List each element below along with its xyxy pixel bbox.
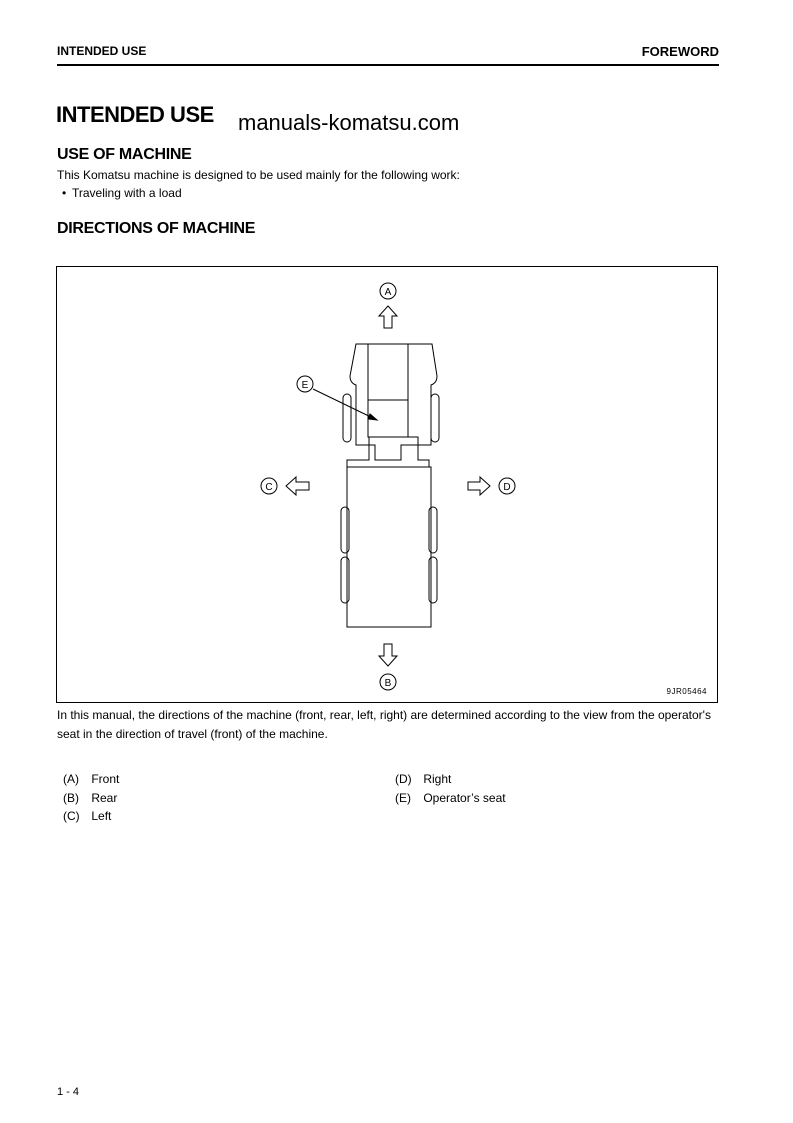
legend-key: (B) bbox=[63, 790, 79, 805]
header-rule bbox=[57, 64, 719, 66]
section-heading-use: USE OF MACHINE bbox=[57, 146, 192, 163]
label-a-text: A bbox=[384, 287, 392, 298]
legend-label: Right bbox=[423, 772, 452, 786]
directions-figure bbox=[56, 266, 718, 703]
bullet-item-text: Traveling with a load bbox=[72, 186, 182, 200]
legend-key: (D) bbox=[395, 772, 412, 786]
label-b-text: B bbox=[384, 678, 392, 689]
front-left-wheel bbox=[343, 394, 351, 442]
machine-top-view-diagram bbox=[57, 267, 719, 704]
page-number: 1 - 4 bbox=[57, 1086, 80, 1098]
running-header-chapter: FOREWORD bbox=[641, 44, 719, 59]
legend-label: Rear bbox=[91, 790, 118, 805]
legend-item bbox=[395, 789, 506, 808]
label-d-text: D bbox=[503, 482, 511, 493]
legend-item bbox=[395, 770, 506, 789]
leader-arrowhead-icon bbox=[368, 414, 377, 420]
arrow-left-icon bbox=[286, 477, 309, 495]
rear-right-wheel-1 bbox=[429, 507, 437, 553]
rear-left-wheel-2 bbox=[341, 557, 349, 603]
arrow-right-icon bbox=[468, 477, 490, 495]
legend-right-column bbox=[395, 770, 506, 807]
rear-right-wheel-2 bbox=[429, 557, 437, 603]
legend-label: Left bbox=[91, 809, 112, 823]
legend-left-column bbox=[63, 770, 119, 826]
directions-paragraph: In this manual, the directions of the machine (front, rear, left, right) are determined according to the view from the operator's seat in the direction of travel (front) of the machine. bbox=[57, 708, 711, 741]
legend-label: Operator’s seat bbox=[423, 790, 506, 805]
use-intro-text: This Komatsu machine is designed to be used mainly for the following work: bbox=[57, 168, 460, 182]
legend-label: Front bbox=[91, 772, 120, 786]
articulation-joint bbox=[347, 445, 429, 467]
legend-item bbox=[63, 789, 119, 808]
label-c-text: C bbox=[265, 482, 273, 493]
running-header-section: INTENDED USE bbox=[57, 44, 147, 58]
rear-body bbox=[347, 467, 431, 627]
rear-left-wheel-1 bbox=[341, 507, 349, 553]
legend-item bbox=[63, 770, 119, 789]
bullet-dot-icon: • bbox=[62, 186, 67, 200]
arrow-rear-icon bbox=[379, 644, 397, 666]
legend-key: (C) bbox=[63, 809, 80, 823]
front-frame bbox=[350, 344, 437, 445]
front-right-wheel bbox=[431, 394, 439, 442]
section-heading-directions: DIRECTIONS OF MACHINE bbox=[57, 220, 256, 237]
watermark-text: manuals-komatsu.com bbox=[238, 110, 460, 135]
page-title: INTENDED USE bbox=[56, 102, 214, 127]
label-e-text: E bbox=[301, 380, 309, 391]
leader-line-e bbox=[313, 389, 377, 420]
legend-key: (A) bbox=[63, 772, 79, 786]
arrow-front-icon bbox=[379, 306, 397, 328]
legend-key: (E) bbox=[395, 790, 411, 805]
figure-id: 9JR05464 bbox=[666, 687, 707, 696]
bullet-item bbox=[62, 186, 182, 200]
legend-item bbox=[63, 807, 119, 826]
